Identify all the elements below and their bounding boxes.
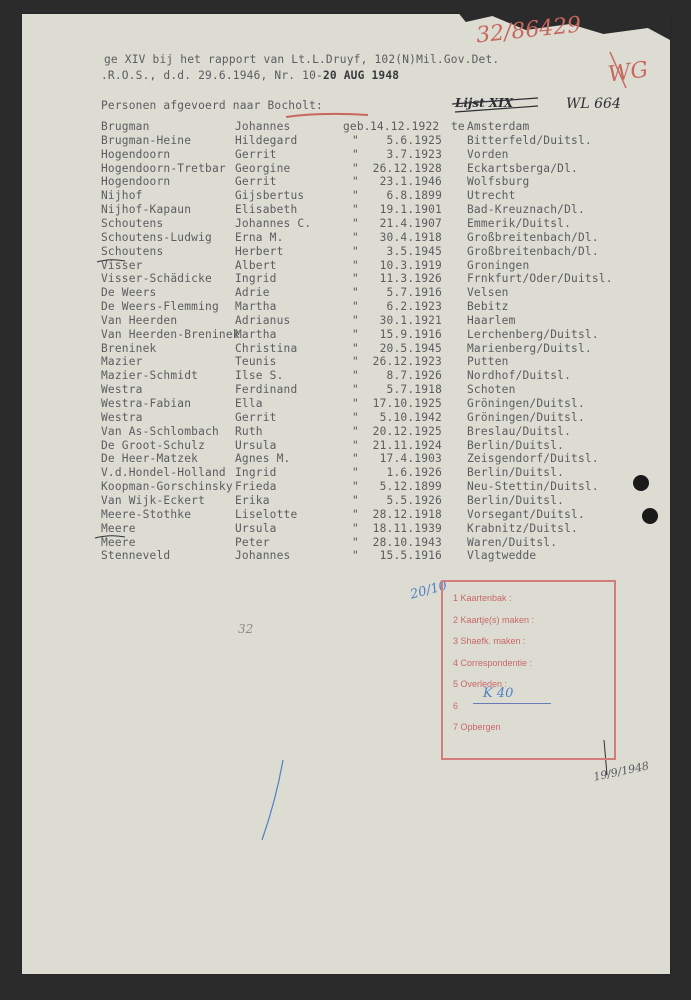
lijst-underline: [455, 106, 538, 112]
ditto-mark: ": [352, 258, 359, 272]
person-birth-place: Breslau/Duitsl.: [467, 424, 572, 438]
received-date-stamp: 20 AUG 1948: [322, 69, 400, 82]
stamp-item: 5 Overleden :: [453, 679, 508, 689]
person-birth-place: Gröningen/Duitsl.: [467, 397, 585, 410]
person-birth-place: Zeisgendorf/Duitsl.: [467, 452, 599, 466]
person-birth-date: 10.3.1919: [379, 258, 442, 272]
person-surname: De Groot-Schulz: [101, 438, 206, 452]
person-surname: Brugman: [101, 120, 150, 133]
person-surname: Mazier: [101, 355, 143, 369]
ditto-mark: ": [352, 161, 359, 175]
ditto-mark: ": [352, 452, 359, 466]
geb-label: geb.: [343, 120, 371, 133]
ditto-mark: ": [352, 272, 359, 286]
stamp-item: 1 Kaartenbak :: [453, 593, 512, 603]
ditto-mark: ": [352, 397, 359, 410]
ditto-mark: ": [352, 466, 359, 480]
person-surname: Westra: [101, 383, 143, 397]
person-surname: Westra-Fabian: [101, 397, 192, 410]
person-birth-place: Bitterfeld/Duitsl.: [467, 133, 592, 147]
person-given-name: Martha: [235, 300, 277, 314]
person-surname: Schoutens-Ludwig: [101, 230, 212, 244]
person-given-name: Elisabeth: [235, 203, 298, 217]
person-given-name: Agnes M.: [235, 452, 291, 466]
person-birth-place: Nordhof/Duitsl.: [467, 369, 572, 383]
person-given-name: Erika: [235, 493, 270, 507]
stamp-item: 4 Correspondentie :: [453, 657, 533, 668]
person-given-name: Peter: [235, 535, 270, 549]
red-slash: [610, 52, 626, 88]
person-birth-date: 17.4.1903: [379, 452, 442, 466]
person-birth-date: 28.12.1918: [372, 507, 442, 521]
te-label: te: [451, 120, 465, 133]
person-surname: Van Wijk-Eckert: [101, 493, 206, 507]
person-surname: Hogendoorn: [101, 147, 171, 161]
person-surname: Meere-Stothke: [101, 507, 192, 521]
person-given-name: Ella: [235, 397, 263, 410]
ditto-mark: ": [352, 410, 359, 424]
person-birth-date: 21.4.1907: [379, 216, 442, 230]
person-birth-place: Gröningen/Duitsl.: [467, 410, 585, 424]
ditto-mark: ": [352, 230, 359, 244]
person-given-name: Hildegard: [235, 133, 298, 147]
person-birth-place: Bebitz: [467, 300, 509, 314]
stamp-item: 7 Opbergen: [453, 722, 501, 732]
person-birth-place: Haarlem: [467, 313, 516, 327]
person-surname: Meere: [101, 521, 136, 535]
person-surname: Van As-Schlombach: [101, 424, 219, 438]
person-given-name: Ursula: [235, 438, 277, 452]
person-given-name: Johannes C.: [235, 216, 312, 230]
lijst-overline: [452, 98, 538, 104]
ditto-mark: ": [352, 507, 359, 521]
person-birth-date: 21.11.1924: [372, 438, 442, 452]
person-birth-place: Emmerik/Duitsl.: [467, 216, 572, 230]
person-birth-date: 30.4.1918: [379, 230, 442, 244]
person-surname: Van Heerden: [101, 313, 178, 327]
ditto-mark: ": [352, 327, 359, 341]
person-given-name: Ingrid: [235, 272, 277, 286]
person-given-name: Liselotte: [235, 507, 298, 521]
person-surname: Breninek: [101, 341, 157, 355]
person-given-name: Christina: [235, 341, 298, 355]
reference-code: WL 664: [566, 96, 621, 112]
person-surname: De Weers-Flemming: [101, 300, 219, 314]
person-given-name: Johannes: [235, 120, 291, 133]
person-birth-date: 6.8.1899: [386, 189, 442, 203]
person-surname: Koopman-Gorschinsky: [101, 480, 233, 494]
pencil-number: 32: [238, 622, 254, 636]
person-birth-date: 11.3.1926: [379, 272, 442, 286]
person-birth-date: 5.7.1916: [386, 286, 442, 300]
person-birth-place: Frnkfurt/Oder/Duitsl.: [467, 272, 613, 286]
person-given-name: Gijsbertus: [235, 189, 305, 203]
ditto-mark: ": [352, 341, 359, 355]
person-surname: Schoutens: [101, 244, 164, 258]
ditto-mark: ": [352, 438, 359, 452]
person-birth-date: 15.9.1916: [379, 327, 442, 341]
stamp-item: 3 Shaefk. maken :: [453, 636, 526, 646]
person-birth-place: Vorsegant/Duitsl.: [467, 507, 585, 521]
red-underline: [286, 114, 368, 117]
ditto-mark: ": [352, 147, 359, 161]
ditto-mark: ": [352, 493, 359, 507]
person-birth-date: 17.10.1925: [372, 397, 442, 410]
person-birth-date: 23.1.1946: [379, 175, 442, 189]
stamp-handwritten-entry: K 40: [483, 686, 514, 701]
person-birth-place: Amsterdam: [467, 120, 530, 133]
person-given-name: Frieda: [235, 480, 277, 494]
red-initials: WG: [606, 57, 650, 88]
person-birth-date: 20.5.1945: [379, 341, 442, 355]
person-surname: Stenneveld: [101, 549, 171, 563]
person-birth-place: Schoten: [467, 383, 516, 397]
ditto-mark: ": [352, 535, 359, 549]
person-birth-place: Neu-Stettin/Duitsl.: [467, 480, 599, 494]
person-birth-place: Marienberg/Duitsl.: [467, 341, 592, 355]
registration-stamp: [441, 580, 616, 760]
person-given-name: Gerrit: [235, 410, 277, 424]
ditto-mark: ": [352, 175, 359, 189]
person-given-name: Martha: [235, 327, 277, 341]
person-surname: Nijhof-Kapaun: [101, 203, 192, 217]
person-given-name: Teunis: [235, 355, 277, 369]
person-given-name: Ursula: [235, 521, 277, 535]
stamp-entry-rule: [473, 703, 551, 704]
ditto-mark: ": [352, 189, 359, 203]
person-birth-date: 19.1.1901: [379, 203, 442, 217]
person-surname: Mazier-Schmidt: [101, 369, 199, 383]
person-surname: Schoutens: [101, 216, 164, 230]
person-birth-place: Groningen: [467, 258, 530, 272]
person-surname: V.d.Hondel-Holland: [101, 466, 226, 480]
person-birth-date: 15.5.1916: [379, 549, 442, 563]
person-birth-place: Berlin/Duitsl.: [467, 438, 565, 452]
person-birth-date: 26.12.1928: [372, 161, 442, 175]
ditto-mark: ": [352, 203, 359, 217]
person-surname: Brugman-Heine: [101, 133, 192, 147]
section-title: Personen afgevoerd naar Bocholt:: [101, 99, 323, 112]
person-birth-place: Utrecht: [467, 189, 516, 203]
person-birth-place: Großbreitenbach/Dl.: [467, 230, 599, 244]
person-birth-place: Vlagtwedde: [467, 549, 537, 563]
person-birth-place: Vorden: [467, 147, 509, 161]
header-line-1: ge XIV bij het rapport van Lt.L.Druyf, 102(N)Mil.Gov.Det.: [104, 53, 500, 66]
person-given-name: Johannes: [235, 549, 291, 563]
person-given-name: Albert: [235, 258, 277, 272]
stamp-item: 6: [453, 700, 459, 711]
person-given-name: Adrie: [235, 286, 270, 300]
person-surname: Meere: [101, 535, 136, 549]
person-given-name: Ilse S.: [235, 369, 284, 383]
header-line-2-text: .R.O.S., d.d. 29.6.1946, Nr. 10-: [101, 69, 323, 82]
blue-pen-stroke: [262, 760, 283, 840]
person-birth-date: 1.6.1926: [386, 466, 442, 480]
person-birth-date: 30.1.1921: [379, 313, 442, 327]
person-given-name: Adrianus: [235, 313, 291, 327]
person-birth-date: 8.7.1926: [386, 369, 442, 383]
lijst-mark: Lijst XIX: [455, 96, 514, 110]
person-surname: Hogendoorn-Tretbar: [101, 161, 226, 175]
person-surname: Van Heerden-Breninek: [101, 327, 240, 341]
person-surname: Nijhof: [101, 189, 143, 203]
person-birth-date: 26.12.1923: [372, 355, 442, 369]
ditto-mark: ": [352, 300, 359, 314]
person-given-name: Ferdinand: [235, 383, 298, 397]
person-birth-date: 28.10.1943: [372, 535, 442, 549]
ditto-mark: ": [352, 480, 359, 494]
person-given-name: Gerrit: [235, 147, 277, 161]
person-birth-date: 20.12.1925: [372, 424, 442, 438]
stamp-item: 2 Kaartje(s) maken :: [453, 614, 535, 625]
person-birth-place: Großbreitenbach/Dl.: [467, 244, 599, 258]
person-birth-place: Waren/Duitsl.: [467, 535, 558, 549]
person-birth-date: 6.2.1923: [386, 300, 442, 314]
person-birth-date: 5.5.1926: [386, 493, 442, 507]
person-birth-place: Krabnitz/Duitsl.: [467, 521, 578, 535]
person-birth-place: Bad-Kreuznach/Dl.: [467, 203, 585, 217]
person-birth-date: 5.12.1899: [379, 480, 442, 494]
person-birth-date: 18.11.1939: [372, 521, 442, 535]
person-birth-place: Berlin/Duitsl.: [467, 493, 565, 507]
person-birth-place: Eckartsberga/Dl.: [467, 161, 578, 175]
person-given-name: Gerrit: [235, 175, 277, 189]
person-surname: De Heer-Matzek: [101, 452, 199, 466]
person-birth-date: 3.7.1923: [386, 147, 442, 161]
person-surname: Visser: [101, 258, 143, 272]
person-birth-place: Wolfsburg: [467, 175, 530, 189]
person-birth-date: 5.10.1942: [379, 410, 442, 424]
person-birth-date: 14.12.1922: [370, 120, 440, 133]
person-birth-place: Berlin/Duitsl.: [467, 466, 565, 480]
blue-margin-note: 20/10: [408, 578, 449, 603]
person-birth-place: Lerchenberg/Duitsl.: [467, 327, 599, 341]
person-birth-date: 5.6.1925: [386, 133, 442, 147]
ditto-mark: ": [352, 383, 359, 397]
ditto-mark: ": [352, 244, 359, 258]
ditto-mark: ": [352, 355, 359, 369]
ditto-mark: ": [352, 216, 359, 230]
person-given-name: Ingrid: [235, 466, 277, 480]
person-birth-place: Velsen: [467, 286, 509, 300]
ditto-mark: ": [352, 286, 359, 300]
person-given-name: Erna M.: [235, 230, 284, 244]
person-given-name: Ruth: [235, 424, 263, 438]
ditto-mark: ": [352, 313, 359, 327]
person-surname: Hogendoorn: [101, 175, 171, 189]
person-surname: Visser-Schädicke: [101, 272, 212, 286]
person-birth-date: 5.7.1918: [386, 383, 442, 397]
person-surname: Westra: [101, 410, 143, 424]
person-surname: De Weers: [101, 286, 157, 300]
ditto-mark: ": [352, 424, 359, 438]
ditto-mark: ": [352, 369, 359, 383]
ditto-mark: ": [352, 133, 359, 147]
ditto-mark: ": [352, 549, 359, 563]
person-given-name: Herbert: [235, 244, 284, 258]
ditto-mark: ": [352, 521, 359, 535]
person-birth-place: Putten: [467, 355, 509, 369]
bottom-right-date: 19/9/1948: [592, 759, 651, 784]
person-birth-date: 3.5.1945: [386, 244, 442, 258]
person-given-name: Georgine: [235, 161, 291, 175]
red-reference-number: 32/86429: [474, 12, 583, 49]
